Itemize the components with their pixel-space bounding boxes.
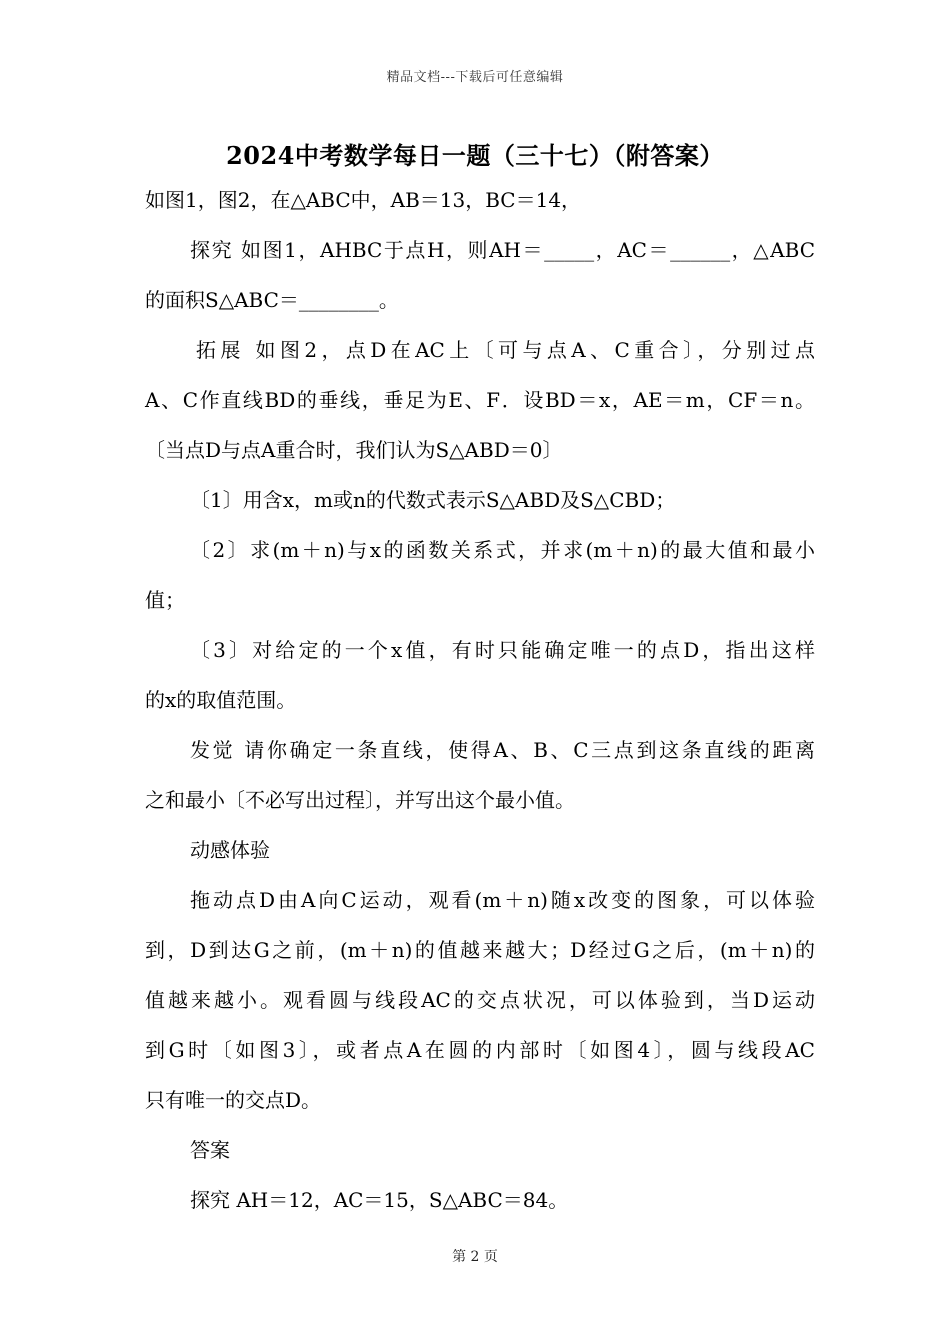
explore-question-line-2: 的面积S△ABC＝________。 [145, 288, 399, 312]
dynamic-line-4: 到G时〔如图3〕，或者点A在圆的内部时〔如图4〕，圆与线段AC [145, 1038, 815, 1062]
extension-line-1: 拓展 如图2，点D在AC上〔可与点A、C重合〕，分别过点 [196, 338, 815, 362]
explore-question-line-1: 探究 如图1，AHBC于点H，则AH＝_____，AC＝______，△ABC [190, 238, 815, 262]
dynamic-line-3: 值越来越小。观看圆与线段AC的交点状况，可以体验到，当D运动 [145, 988, 815, 1012]
subquestion-2-line-1: 〔2〕求(m＋n)与x的函数关系式，并求(m＋n)的最大值和最小 [190, 538, 815, 562]
dynamic-line-2: 到，D到达G之前，(m＋n)的值越来越大；D经过G之后，(m＋n)的 [145, 938, 815, 962]
page-number: 第 2 页 [452, 1249, 498, 1265]
answer-heading: 答案 [190, 1138, 230, 1162]
discovery-line-2: 之和最小〔不必写出过程〕，并写出这个最小值。 [145, 788, 575, 812]
subquestion-1: 〔1〕用含x，m或n的代数式表示S△ABD及S△CBD； [190, 488, 676, 512]
discovery-line-1: 发觉 请你确定一条直线，使得A、B、C三点到这条直线的距离 [190, 738, 815, 762]
subquestion-2-line-2: 值； [145, 588, 185, 612]
dynamic-experience-heading: 动感体验 [190, 838, 270, 862]
answer-explore: 探究 AH＝12，AC＝15，S△ABC＝84。 [190, 1188, 569, 1212]
subquestion-3-line-1: 〔3〕对给定的一个x值，有时只能确定唯一的点D，指出这样 [190, 638, 815, 662]
intro-line: 如图1，图2，在△ABC中，AB＝13，BC＝14， [145, 188, 582, 212]
page-header: 精品文档---下载后可任意编辑 [386, 70, 564, 85]
extension-line-3: 〔当点D与点A重合时，我们认为S△ABD＝0〕 [145, 438, 563, 462]
subquestion-3-line-2: 的x的取值范围。 [145, 688, 297, 712]
dynamic-line-1: 拖动点D由A向C运动，观看(m＋n)随x改变的图象，可以体验 [190, 888, 815, 912]
page-title: 2024中考数学每日一题（三十七）（附答案） [226, 141, 724, 170]
extension-line-2: A、C作直线BD的垂线，垂足为E、F．设BD＝x，AE＝m，CF＝n。 [145, 388, 815, 412]
dynamic-line-5: 只有唯一的交点D。 [145, 1088, 322, 1112]
